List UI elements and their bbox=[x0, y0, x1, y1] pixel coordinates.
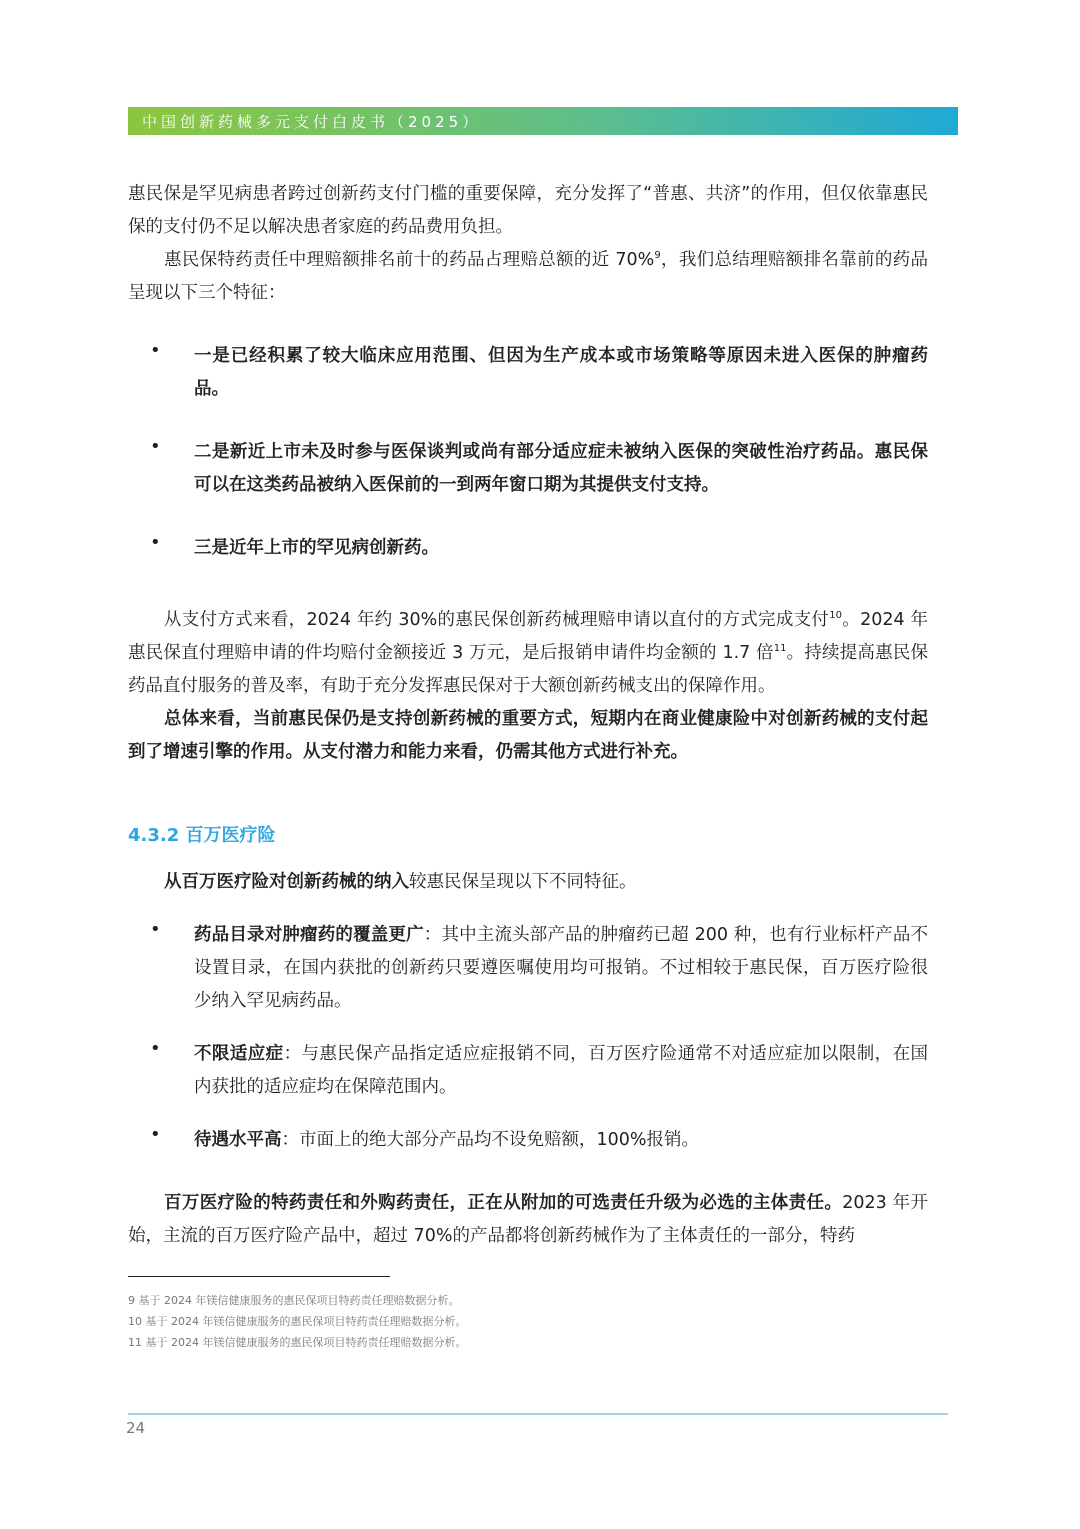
list-item bbox=[128, 919, 928, 1018]
list-item bbox=[128, 436, 928, 502]
list-item bbox=[128, 1038, 928, 1104]
list-item bbox=[128, 532, 928, 565]
list-item-bold: 待遇水平高 bbox=[194, 1130, 282, 1150]
footnote-11: 11 基于 2024 年镁信健康服务的惠民保项目特药责任理赔数据分析。 bbox=[128, 1336, 467, 1349]
footer-divider bbox=[128, 1413, 948, 1415]
paragraph-6-rest: 2023 年开始，主流的百万医疗险产品中，超过 70%的产品都将创新药械作为了主体责任的一部分，特药 bbox=[128, 1193, 928, 1246]
bullet-icon: • bbox=[150, 532, 161, 553]
footnote-divider bbox=[128, 1276, 390, 1277]
bullet-icon: • bbox=[150, 1038, 161, 1059]
bullet-icon: • bbox=[150, 340, 161, 361]
header-title: 中国创新药械多元支付白皮书（2025） bbox=[142, 113, 482, 131]
main-content bbox=[128, 178, 928, 1253]
paragraph-5-rest: 较惠民保呈现以下不同特征。 bbox=[409, 872, 637, 892]
bullet-icon: • bbox=[150, 919, 161, 940]
paragraph-3b: 。2024 年惠民保直付理赔申请的件均赔付金额接近 3 万元，是后报销申请件均金额的 1.7 倍 bbox=[128, 610, 928, 663]
footnote-ref-11: 11 bbox=[773, 643, 787, 655]
bullet-icon: • bbox=[150, 1124, 161, 1145]
list-item bbox=[128, 1124, 928, 1157]
list-item-text bbox=[194, 1124, 928, 1157]
paragraph-2-text: 惠民保特药责任中理赔额排名前十的药品占理赔总额的近 70% bbox=[164, 250, 655, 270]
paragraph-5-bold: 从百万医疗险对创新药械的纳入 bbox=[164, 872, 409, 892]
paragraph-4: 总体来看，当前惠民保仍是支持创新药械的重要方式，短期内在商业健康险中对创新药械的支付起到了增速引擎的作用。从支付潜力和能力来看，仍需其他方式进行补充。 bbox=[128, 709, 928, 762]
paragraph-2 bbox=[128, 244, 928, 310]
paragraph-1: 惠民保是罕见病患者跨过创新药支付门槛的重要保障，充分发挥了“普惠、共济”的作用，但仅依靠惠民保的支付仍不足以解决患者家庭的药品费用负担。 bbox=[128, 184, 928, 237]
footnote-ref-9: 9 bbox=[654, 250, 661, 262]
footnotes bbox=[128, 1290, 928, 1353]
bullet-icon: • bbox=[150, 436, 161, 457]
paragraph-3a: 从支付方式来看，2024 年约 30%的惠民保创新药械理赔申请以直付的方式完成支付 bbox=[164, 610, 830, 630]
paragraph-6-bold: 百万医疗险的特药责任和外购药责任，正在从附加的可选责任升级为必选的主体责任。 bbox=[164, 1193, 843, 1213]
list-item-text bbox=[194, 919, 928, 1018]
list-item-text: 一是已经积累了较大临床应用范围、但因为生产成本或市场策略等原因未进入医保的肿瘤药品。 bbox=[194, 346, 928, 399]
footnote-9: 9 基于 2024 年镁信健康服务的惠民保项目特药责任理赔数据分析。 bbox=[128, 1294, 460, 1307]
list-item-rest: ：其中主流头部产品的肿瘤药已超 200 种，也有行业标杆产品不设置目录，在国内获批的创新药只要遵医嘱使用均可报销。不过相较于惠民保，百万医疗险很少纳入罕见病药品。 bbox=[194, 925, 928, 1011]
footnote-ref-10: 10 bbox=[829, 610, 842, 622]
paragraph-5 bbox=[128, 866, 928, 899]
section-title: 4.3.2 百万医疗险 bbox=[128, 825, 276, 846]
footnote-10: 10 基于 2024 年镁信健康服务的惠民保项目特药责任理赔数据分析。 bbox=[128, 1315, 467, 1328]
paragraph-2-tail: ，我们总结理赔额排名靠前的药品呈现以下三个特征： bbox=[128, 250, 928, 303]
list-item bbox=[128, 340, 928, 406]
page-number: 24 bbox=[126, 1419, 146, 1437]
paragraph-3c: 。持续提高惠民保药品直付服务的普及率，有助于充分发挥惠民保对于大额创新药械支出的保障作用。 bbox=[128, 643, 929, 696]
list-item-bold: 不限适应症 bbox=[194, 1044, 284, 1064]
list-item-text bbox=[194, 1038, 928, 1104]
list-item-text: 二是新近上市未及时参与医保谈判或尚有部分适应症未被纳入医保的突破性治疗药品。惠民保可以在这类药品被纳入医保前的一到两年窗口期为其提供支付支持。 bbox=[194, 442, 928, 495]
list-item-rest: ：市面上的绝大部分产品均不设免赔额，100%报销。 bbox=[281, 1130, 700, 1150]
paragraph-3 bbox=[128, 604, 928, 703]
list-item-bold: 药品目录对肿瘤药的覆盖更广 bbox=[194, 925, 424, 945]
list-item-rest: ：与惠民保产品指定适应症报销不同，百万医疗险通常不对适应症加以限制，在国内获批的适应症均在保障范围内。 bbox=[194, 1044, 928, 1097]
paragraph-6 bbox=[128, 1187, 928, 1253]
header-bar bbox=[128, 107, 958, 135]
list-item-text: 三是近年上市的罕见病创新药。 bbox=[194, 538, 439, 558]
